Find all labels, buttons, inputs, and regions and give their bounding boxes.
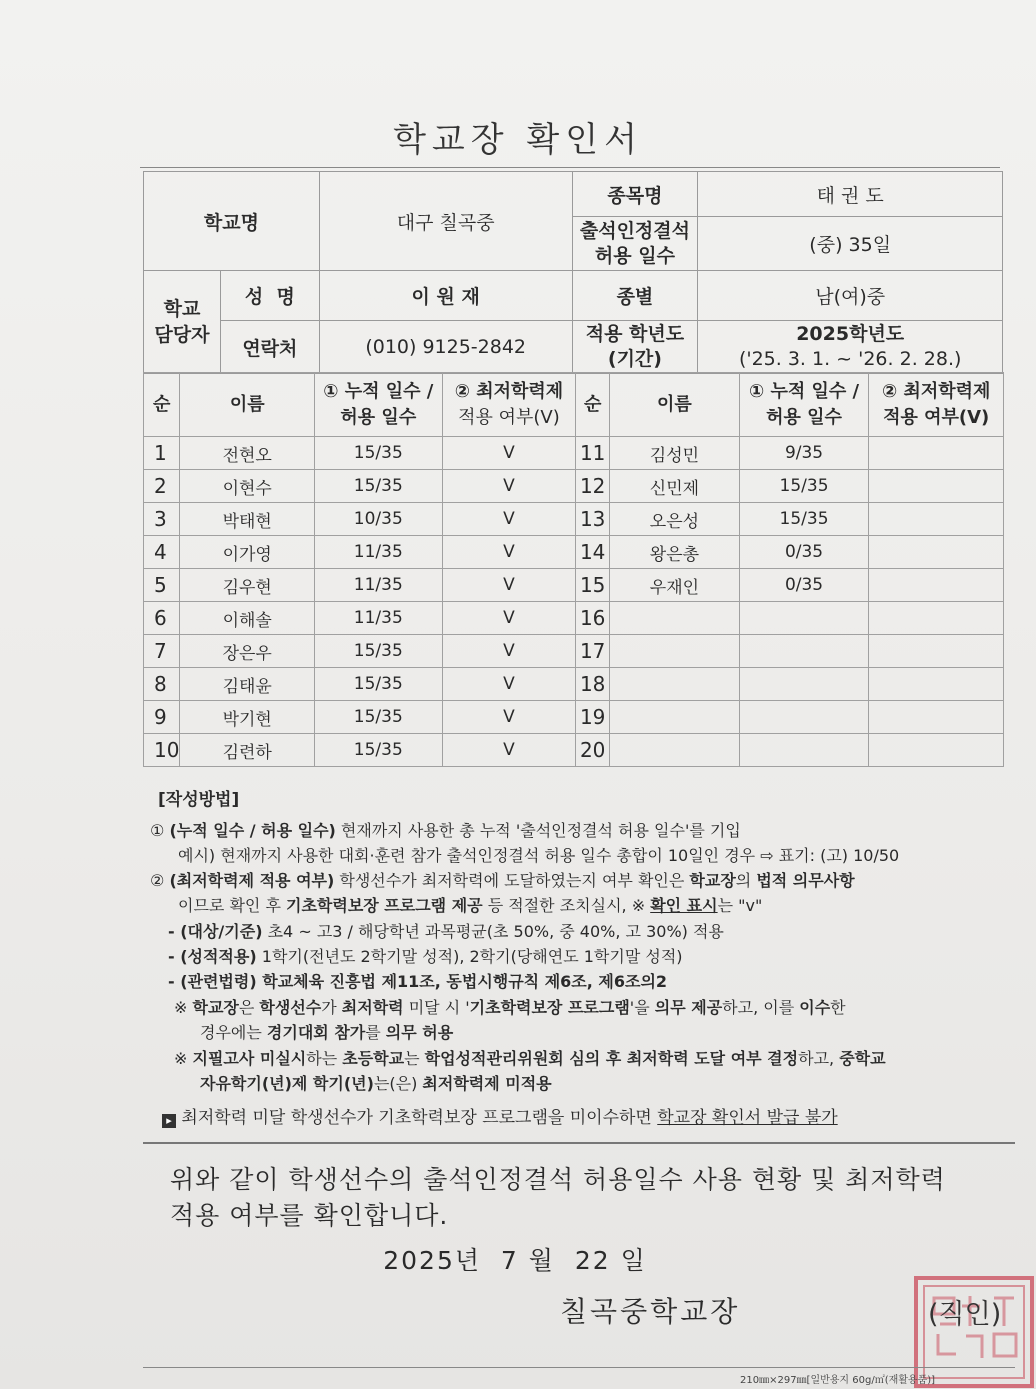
roster-row (144, 503, 1004, 536)
paper-spec: 210㎜×297㎜[일반용지 60g/㎡(재활용품)] (740, 1375, 936, 1386)
row-number: 3 (144, 503, 180, 536)
sn2-e: 는 (404, 1049, 425, 1068)
allow-value: (중) 35일 (698, 217, 1003, 271)
sn1-l2-c: 를 (365, 1023, 386, 1042)
special-note-1 (174, 995, 846, 1021)
student-name: 이가영 (180, 536, 315, 569)
student-name: 이현수 (180, 470, 315, 503)
year-label (572, 321, 698, 374)
bullet-law-bold: - (관련법령) (168, 972, 257, 991)
name-value: 이 원 재 (319, 271, 572, 321)
bullet-grades-bold: - (성적적용) (168, 947, 257, 966)
row-number-2: 15 (576, 569, 610, 602)
sign-date: 2025년 7 월 22 일 (383, 1246, 647, 1275)
roster-row (144, 635, 1004, 668)
note-1 (150, 818, 741, 844)
row-number-2: 19 (576, 701, 610, 734)
roster-row (144, 602, 1004, 635)
document-title: 학교장 확인서 (393, 120, 643, 160)
principal-name: 칠곡중학교장 (560, 1295, 741, 1328)
days-used-2: 9/35 (739, 437, 869, 470)
min-check: V (442, 734, 576, 767)
header-days-2 (739, 373, 869, 437)
days-used-2 (739, 734, 869, 767)
row-number: 2 (144, 470, 180, 503)
seal-label: (직인) (928, 1299, 1002, 1330)
header-min-2 (869, 373, 1004, 437)
allow-label-line1: 출석인정결석 (579, 219, 690, 242)
note-1-mark: ① (150, 821, 165, 840)
roster-table (143, 372, 1004, 767)
roster-row (144, 569, 1004, 602)
confirm-line1: 위와 같이 학생선수의 출석인정결석 허용일수 사용 현황 및 최저학력 (170, 1165, 946, 1194)
special-note-2-line2 (200, 1071, 552, 1097)
days-used: 15/35 (314, 734, 442, 767)
student-name-2 (610, 734, 740, 767)
min-check-2 (869, 569, 1004, 602)
manager-label (144, 271, 221, 374)
sn2-d: 초등학교 (342, 1049, 405, 1068)
header-no-2: 순 (576, 373, 610, 437)
header-min-line2: 적용 여부(V) (458, 406, 560, 428)
sport-label: 종목명 (572, 172, 698, 217)
contact-label: 연락처 (220, 321, 319, 374)
row-number: 8 (144, 668, 180, 701)
warning-icon: ▸ (162, 1114, 176, 1128)
student-name-2 (610, 668, 740, 701)
confirm-rule (143, 1142, 1015, 1144)
min-check: V (442, 470, 576, 503)
sn2-h: 중학교 (839, 1049, 886, 1068)
sn1-c: 은 (238, 998, 260, 1017)
roster-row (144, 668, 1004, 701)
sn1-d: 학생선수 (259, 998, 322, 1017)
sn1-l2-b: 경기대회 참가 (266, 1023, 366, 1042)
min-check-2 (869, 503, 1004, 536)
min-check-2 (869, 470, 1004, 503)
student-name-2 (610, 701, 740, 734)
allow-label-line2: 허용 일수 (594, 244, 675, 267)
instructions-heading: [작성방법] (158, 790, 240, 810)
bullet-grades-text: 1학기(전년도 2학기말 성적), 2학기(당해연도 1학기말 성적) (256, 947, 683, 966)
sn2-f: 학업성적관리위원회 심의 후 최저학력 도달 여부 결정 (424, 1049, 799, 1068)
row-number: 7 (144, 635, 180, 668)
sn1-b: 학교장 (192, 998, 239, 1017)
note-2-l2-b: 기초학력보장 프로그램 제공 (286, 896, 483, 915)
days-used: 11/35 (314, 602, 442, 635)
row-number: 6 (144, 602, 180, 635)
warning-text-c: 가 기초학력보장 프로그램을 미이수하면 (356, 1108, 658, 1128)
year-value (698, 321, 1003, 374)
bullet-target-text: 초4 ~ 고3 / 해당학년 과목평균(초 50%, 중 40%, 고 30%) 적용 (262, 922, 724, 941)
header-name-2: 이름 (610, 373, 740, 437)
bullet-law-text: 학교체육 진흥법 제11조, 동법시행규칙 제6조, 제6조의2 (256, 972, 668, 991)
title-rule (140, 167, 1000, 168)
sn2-b: 지필고사 미실시 (192, 1049, 307, 1068)
note-2-l2-c: 등 적절한 조치실시, ※ (482, 896, 651, 915)
warning-text-d: 학교장 확인서 발급 불가 (657, 1108, 838, 1128)
sport-value: 태 권 도 (698, 172, 1003, 217)
school-label: 학교명 (144, 172, 320, 271)
student-name: 김태윤 (180, 668, 315, 701)
student-name: 박태현 (180, 503, 315, 536)
min-check: V (442, 635, 576, 668)
bullet-law (168, 969, 667, 995)
sn1-f: 최저학력 (341, 998, 404, 1017)
min-check: V (442, 437, 576, 470)
year-value-line1: 2025학년도 (796, 323, 905, 345)
contact-value: (010) 9125-2842 (319, 321, 572, 374)
confirmation-text (170, 1162, 1010, 1234)
type-label: 종별 (572, 271, 698, 321)
roster-row (144, 470, 1004, 503)
note-2-bold-b: 학교장 (689, 871, 736, 890)
student-name: 김우현 (180, 569, 315, 602)
roster-row (144, 536, 1004, 569)
student-name: 이해솔 (180, 602, 315, 635)
row-number-2: 11 (576, 437, 610, 470)
type-value: 남(여)중 (698, 271, 1003, 321)
student-name-2: 신민제 (610, 470, 740, 503)
days-used-2: 0/35 (739, 569, 869, 602)
min-check: V (442, 569, 576, 602)
days-used: 11/35 (314, 536, 442, 569)
student-name-2: 오은성 (610, 503, 740, 536)
min-check: V (442, 701, 576, 734)
min-check-2 (869, 437, 1004, 470)
bullet-target-bold: - (대상/기준) (168, 922, 263, 941)
days-used: 15/35 (314, 701, 442, 734)
min-check-2 (869, 536, 1004, 569)
student-name: 전현오 (180, 437, 315, 470)
warning-line (162, 1106, 838, 1132)
sn1-i: '을 (629, 998, 655, 1017)
student-name-2 (610, 602, 740, 635)
warning-text-a: 최저학력 미달 (176, 1108, 291, 1128)
days-used: 15/35 (314, 635, 442, 668)
min-check-2 (869, 668, 1004, 701)
days-used-2: 0/35 (739, 536, 869, 569)
sn1-m: 한 (830, 998, 846, 1017)
sn2-a: ※ (174, 1049, 193, 1068)
row-number: 9 (144, 701, 180, 734)
roster-body (144, 437, 1004, 767)
row-number: 5 (144, 569, 180, 602)
student-name-2: 김성민 (610, 437, 740, 470)
student-name: 박기현 (180, 701, 315, 734)
roster-row (144, 701, 1004, 734)
student-name-2: 우재인 (610, 569, 740, 602)
allow-label (572, 217, 698, 271)
header-min-2-line1: ② 최저학력제 (881, 380, 991, 402)
note-1-bold: (누적 일수 / 허용 일수) (169, 821, 336, 840)
note-2-line2 (178, 893, 762, 919)
header-min-2-line2: 적용 여부(V) (883, 406, 990, 428)
student-name-2 (610, 635, 740, 668)
min-check-2 (869, 635, 1004, 668)
special-note-2 (174, 1046, 886, 1072)
days-used-2 (739, 701, 869, 734)
note-2-bold-d: 법적 의무사항 (756, 871, 855, 890)
warning-text-b: 학생선수 (290, 1108, 357, 1128)
min-check-2 (869, 602, 1004, 635)
sn2-l2-c: 최저학력제 미적용 (422, 1074, 552, 1093)
sn1-j: 의무 제공 (654, 998, 723, 1017)
row-number-2: 20 (576, 734, 610, 767)
roster-header-row (144, 373, 1004, 437)
footer-rule (143, 1367, 1015, 1368)
note-2-bold: (최저학력제 적용 여부) (169, 871, 335, 890)
roster-row (144, 734, 1004, 767)
roster-row (144, 437, 1004, 470)
confirm-line2: 적용 여부를 확인합니다. (170, 1201, 449, 1230)
school-value: 대구 칠곡중 (319, 172, 572, 271)
sn2-l2-a: 자유학기(년)제 학기(년) (200, 1074, 374, 1093)
sn1-e: 가 (321, 998, 342, 1017)
sn1-a: ※ (174, 998, 193, 1017)
min-check: V (442, 668, 576, 701)
min-check: V (442, 503, 576, 536)
note-2-mark: ② (150, 871, 165, 890)
days-used-2 (739, 635, 869, 668)
note-2-l2-a: 이므로 확인 후 (178, 896, 286, 915)
header-name: 이름 (180, 373, 315, 437)
sn1-g: 미달 시 ' (403, 998, 470, 1017)
note-2-l2-e: 는 "v" (717, 896, 763, 915)
sn2-l2-b: 는(은) (373, 1074, 423, 1093)
note-1-example: 예시) 현재까지 사용한 대회·훈련 참가 출석인정결석 허용 일수 총합이 10일인 경우 ⇨ 표기: (고) 10/50 (178, 846, 900, 865)
header-min-line1: ② 최저학력제 (454, 380, 564, 402)
row-number-2: 13 (576, 503, 610, 536)
sn1-h: 기초학력보장 프로그램 (469, 998, 630, 1017)
info-table (143, 171, 1003, 374)
row-number-2: 18 (576, 668, 610, 701)
min-check: V (442, 536, 576, 569)
row-number-2: 12 (576, 470, 610, 503)
days-used: 10/35 (314, 503, 442, 536)
sn1-l2-a: 경우에는 (200, 1023, 267, 1042)
header-min (442, 373, 576, 437)
row-number-2: 14 (576, 536, 610, 569)
days-used-2 (739, 602, 869, 635)
days-used: 15/35 (314, 437, 442, 470)
min-check: V (442, 602, 576, 635)
bullet-target (168, 919, 724, 945)
days-used: 15/35 (314, 668, 442, 701)
sn1-l2-d: 의무 허용 (385, 1023, 454, 1042)
year-label-line1: 적용 학년도 (585, 323, 685, 345)
manager-label-line1: 학교 (163, 298, 201, 320)
min-check-2 (869, 734, 1004, 767)
header-days (314, 373, 442, 437)
name-label: 성 명 (220, 271, 319, 321)
student-name-2: 왕은총 (610, 536, 740, 569)
days-used-2 (739, 668, 869, 701)
header-days-line1: ① 누적 일수 / (323, 380, 434, 402)
header-days-2-line2: 허용 일수 (766, 406, 842, 428)
header-days-line2: 허용 일수 (340, 406, 417, 428)
bullet-grades (168, 944, 683, 970)
sn1-l: 이수 (799, 998, 831, 1017)
student-name: 김련하 (180, 734, 315, 767)
row-number: 4 (144, 536, 180, 569)
year-value-line2: ('25. 3. 1. ~ '26. 2. 28.) (738, 348, 962, 370)
sn2-c: 하는 (306, 1049, 343, 1068)
header-days-2-line1: ① 누적 일수 / (748, 380, 860, 402)
student-name: 장은우 (180, 635, 315, 668)
note-2-text-c: 의 (735, 871, 757, 890)
min-check-2 (869, 701, 1004, 734)
row-number: 10 (144, 734, 180, 767)
note-1-text: 현재까지 사용한 총 누적 '출석인정결석 허용 일수'를 기입 (335, 821, 741, 840)
row-number-2: 16 (576, 602, 610, 635)
manager-label-line2: 담당자 (154, 324, 210, 346)
days-used: 15/35 (314, 470, 442, 503)
year-label-line2: (기간) (607, 348, 662, 370)
days-used: 11/35 (314, 569, 442, 602)
days-used-2: 15/35 (739, 503, 869, 536)
days-used-2: 15/35 (739, 470, 869, 503)
special-note-1-line2 (200, 1020, 453, 1046)
row-number: 1 (144, 437, 180, 470)
note-2-l2-d: 확인 표시 (650, 896, 718, 915)
note-2-text-a: 학생선수가 최저학력에 도달하였는지 여부 확인은 (334, 871, 690, 890)
note-2 (150, 868, 855, 894)
sn1-k: 하고, 이를 (722, 998, 800, 1017)
sn2-g: 하고, (798, 1049, 840, 1068)
row-number-2: 17 (576, 635, 610, 668)
header-no: 순 (144, 373, 180, 437)
